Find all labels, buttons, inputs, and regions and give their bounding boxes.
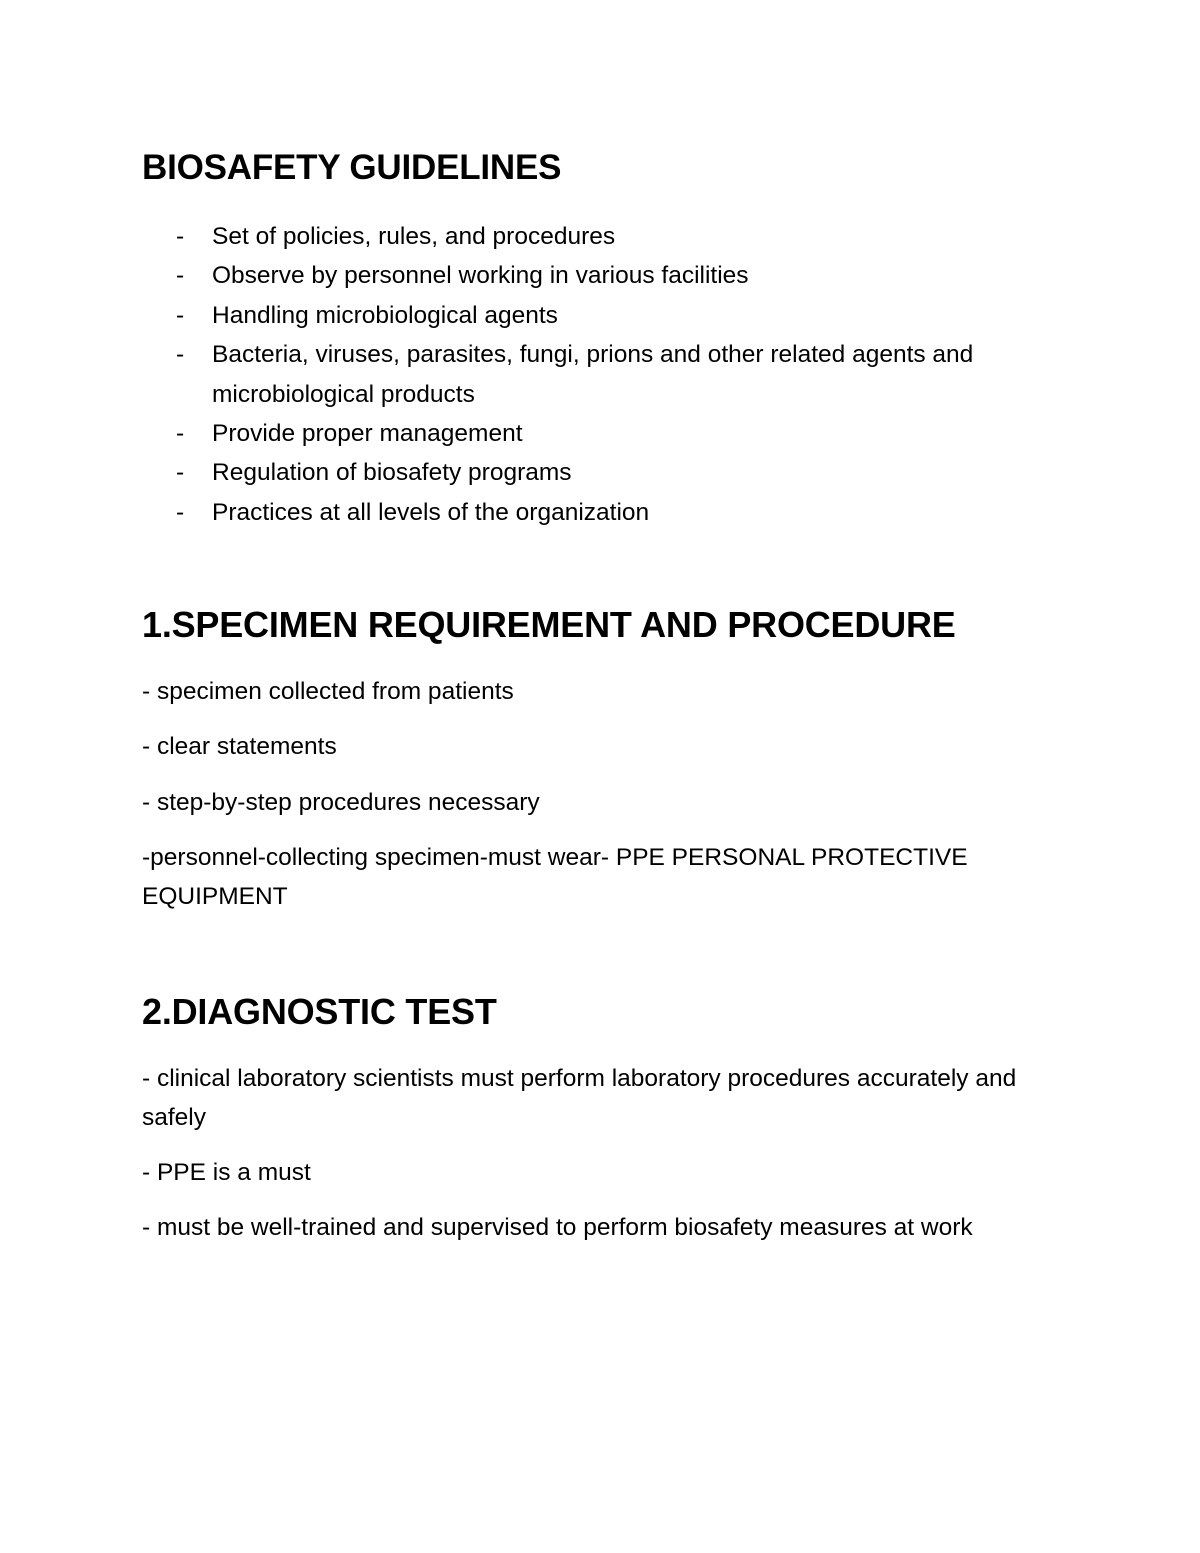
section-heading-specimen: 1.SPECIMEN REQUIREMENT AND PROCEDURE [142, 604, 956, 645]
list-item [142, 217, 1102, 256]
bullet-dash: - [176, 459, 185, 487]
section2-paragraph: - PPE is a must [142, 1159, 311, 1186]
list-item [142, 493, 1102, 532]
bullet-dash: - [176, 420, 185, 448]
list-item [142, 296, 1102, 335]
section1-paragraph: - clear statements [142, 733, 337, 760]
section1-paragraph: - step-by-step procedures necessary [142, 789, 540, 816]
list-item-text: Practices at all levels of the organization [212, 498, 650, 526]
bullet-dash: - [176, 262, 185, 290]
list-item-text: Handling microbiological agents [212, 301, 558, 329]
list-item-text: Regulation of biosafety programs [212, 459, 572, 487]
bullet-dash: - [176, 301, 185, 329]
section1-paragraph: -personnel-collecting specimen-must wear- PPE PERSONAL PROTECTIVE EQUIPMENT [142, 844, 968, 910]
list-item [142, 414, 1102, 453]
list-item [142, 335, 1102, 414]
section-heading-diagnostic: 2.DIAGNOSTIC TEST [142, 991, 497, 1032]
bullet-dash: - [176, 498, 185, 526]
list-item [142, 256, 1102, 295]
list-item-text: Observe by personnel working in various facilities [212, 262, 749, 290]
list-item-text: Provide proper management [212, 420, 523, 448]
section1-paragraph: - specimen collected from patients [142, 678, 514, 705]
document-title: BIOSAFETY GUIDELINES [142, 148, 562, 187]
bullet-dash: - [176, 223, 185, 250]
list-item [142, 453, 1102, 492]
guidelines-list [142, 217, 1102, 532]
list-item-text: Set of policies, rules, and procedures [212, 223, 616, 250]
list-item-text: Bacteria, viruses, parasites, fungi, prions and other related agents and microbiological products [212, 341, 974, 408]
section2-paragraph: - must be well-trained and supervised to perform biosafety measures at work [142, 1214, 973, 1241]
bullet-dash: - [176, 341, 185, 369]
section2-paragraph: - clinical laboratory scientists must perform laboratory procedures accurately and safely [142, 1065, 1017, 1131]
